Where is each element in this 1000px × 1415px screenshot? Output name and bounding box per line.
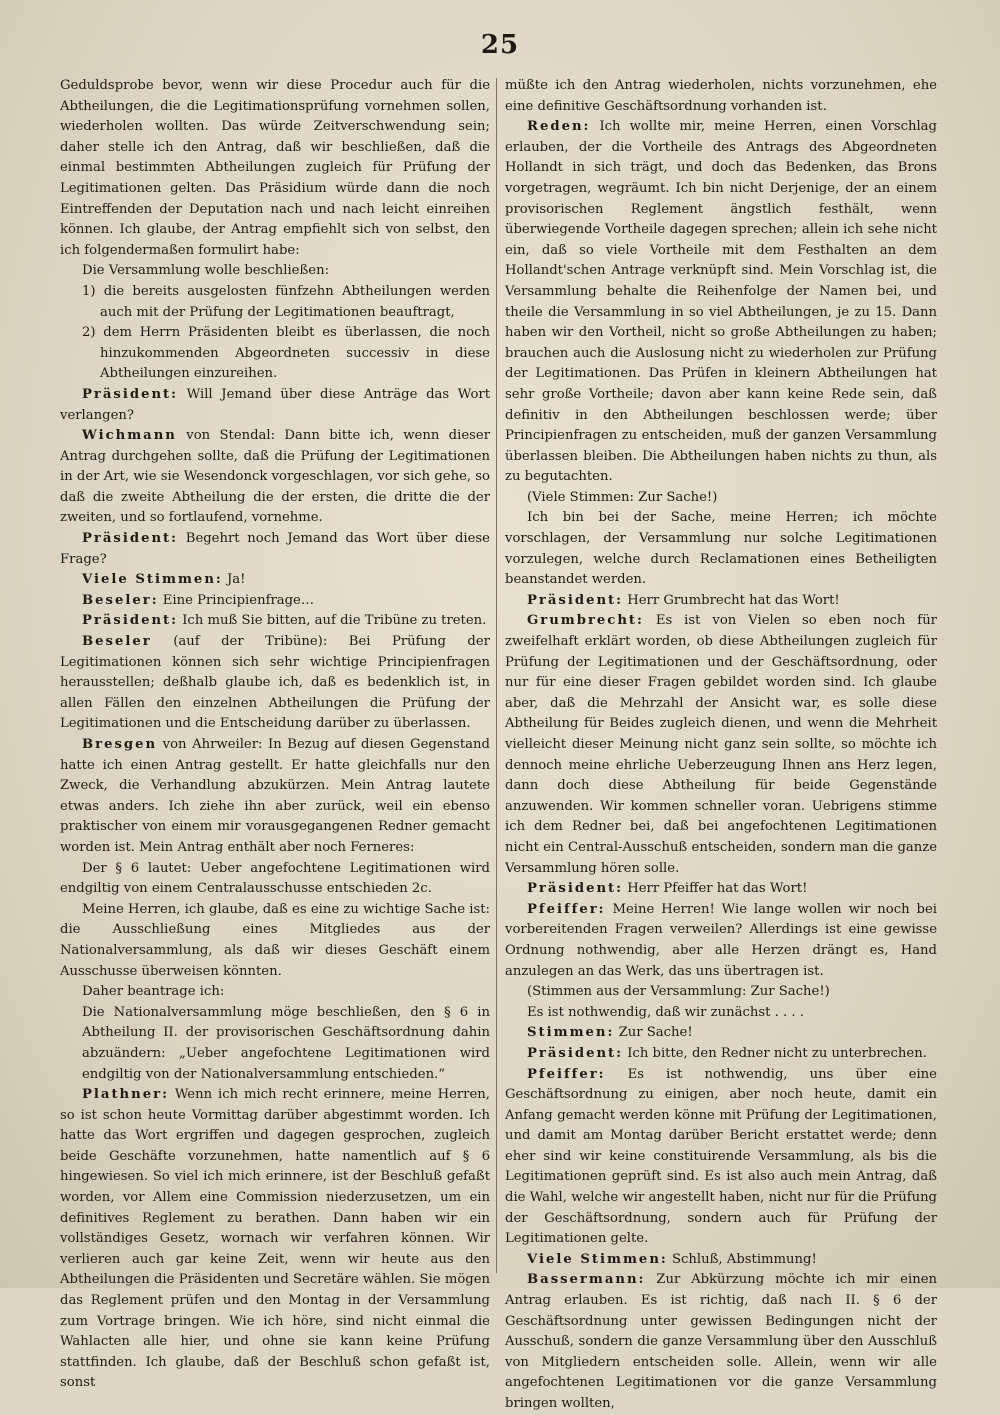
paragraph	[505, 76, 937, 117]
speaker-name: Wichmann	[82, 428, 177, 444]
paragraph	[60, 282, 490, 323]
paragraph-text: Es ist von Vielen so eben noch für zweifelhaft erklärt worden, ob diese Abtheilungen zugleich für Prüfung der Legitimationen und der Geschäftsordnung, oder nur für eine dieser Fragen gebildet worden sind. Ich glaube aber, daß die Mehrzahl der Ansicht war, es solle diese Abtheilung für Beides zugleich dienen, und wenn die Mehrheit vielleicht dieser Meinung nicht ganz sein sollte, so möchte ich dennoch meine ehrliche Ueberzeugung Ihnen ans Herz legen, dann doch diese Abtheilung für beide Gegenstände anzuwenden. Wir kommen schneller voran. Uebrigens stimme ich dem Redner bei, daß bei angefochtenen Legitimationen nicht ein Central-Ausschuß entscheiden, sondern man die ganze Versammlung hören solle.	[505, 613, 937, 876]
speaker-name: Bresgen	[82, 737, 158, 752]
paragraph-text: Meine Herren! Wie lange wollen wir noch bei vorbereitenden Fragen verweilen? Allerdings ist eine gewisse Ordnung nothwendig, aber alle Herzen drängt es, Hand anzulegen an das Werk, das uns übertragen ist.	[505, 901, 937, 979]
paragraph-text: Schluß, Abstimmung!	[671, 1251, 817, 1267]
speaker-name: Präsident:	[82, 531, 179, 547]
paragraph-text: Begehrt noch Jemand das Wort über diese Frage?	[60, 531, 490, 567]
paragraph-text: Ich muß Sie bitten, auf die Tribüne zu treten.	[182, 613, 487, 629]
paragraph	[505, 879, 937, 900]
paragraph	[505, 1003, 937, 1024]
paragraph-text: Ich bitte, den Redner nicht zu unterbrechen.	[627, 1045, 927, 1061]
paragraph	[505, 611, 937, 879]
paragraph	[60, 632, 490, 735]
paragraph	[505, 900, 937, 982]
paragraph	[505, 117, 937, 488]
paragraph-text: Geduldsprobe bevor, wenn wir diese Procedur auch für die Abtheilungen, die die Legitimationsprüfung vornehmen sollen, wiederholen wollten. Das würde Zeitverschwendung sein; daher stelle ich den Antrag, daß wir beschließen, daß die einmal bestimmten Abtheilungen zugleich für Prüfung der Legitimationen gelten. Das Präsidium würde dann die noch Eintreffenden der Deputation nach und nach leicht einreihen können. Ich glaube, der Antrag empfiehlt sich von selbst, den ich folgendermaßen formulirt habe:	[60, 78, 490, 258]
paragraph	[505, 488, 937, 509]
paragraph	[505, 508, 937, 590]
paragraph	[60, 323, 490, 385]
paragraph	[60, 611, 490, 632]
paragraph-text: Herr Pfeiffer hat das Wort!	[627, 881, 808, 897]
left-column	[60, 76, 490, 1391]
paragraph-text: 1) die bereits ausgelosten fünfzehn Abtheilungen werden auch mit der Prüfung der Legitimationen beauftragt,	[82, 283, 490, 320]
paragraph	[60, 426, 490, 529]
page-number: 25	[480, 30, 520, 60]
speaker-name: Viele Stimmen:	[527, 1251, 668, 1267]
paragraph	[60, 591, 490, 612]
paragraph	[60, 900, 490, 982]
paragraph	[60, 385, 490, 426]
paragraph	[505, 982, 937, 1003]
paragraph	[60, 570, 490, 591]
speaker-name: Pfeiffer:	[527, 901, 606, 917]
speaker-name: Beseler	[82, 634, 152, 650]
right-column	[505, 76, 937, 1411]
paragraph-text: Daher beantrage ich:	[82, 984, 225, 1000]
speaker-name: Stimmen:	[527, 1025, 615, 1041]
paragraph-text: Eine Principienfrage…	[162, 592, 315, 608]
paragraph	[60, 982, 490, 1003]
paragraph-text: Zur Sache!	[618, 1025, 693, 1041]
speaker-name: Viele Stimmen:	[82, 572, 223, 588]
paragraph-text: Die Nationalversammlung möge beschließen, den § 6 in Abtheilung II. der provisorischen Geschäftsordnung dahin abzuändern: „Ueber angefochtene Legitimationen wird endgiltig von der Nationalversammlung entschieden.“	[82, 1004, 490, 1082]
speaker-name: Beseler:	[82, 592, 159, 608]
speaker-name: Präsident:	[527, 881, 624, 897]
speaker-name: Grumbrecht:	[527, 613, 644, 629]
paragraph-text: Es ist nothwendig, daß wir zunächst . . . .	[527, 1004, 804, 1020]
speaker-name: Pfeiffer:	[527, 1066, 606, 1082]
paragraph-text: 2) dem Herrn Präsidenten bleibt es überlassen, die noch hinzukommenden Abgeordneten successiv in diese Abtheilungen einzureihen.	[82, 325, 490, 382]
speaker-name: Präsident:	[527, 1045, 624, 1061]
speaker-name: Präsident:	[82, 386, 179, 402]
paragraph-text: Der § 6 lautet: Ueber angefochtene Legitimationen wird endgiltig von einem Centralausschusse entschieden 2c.	[60, 860, 490, 897]
paragraph-text: müßte ich den Antrag wiederholen, nichts vorzunehmen, ehe eine definitive Geschäftsordnung vorhanden ist.	[505, 78, 937, 114]
paragraph-text: Ja!	[226, 572, 246, 588]
paragraph-text: von Ahrweiler: In Bezug auf diesen Gegenstand hatte ich einen Antrag gestellt. Er hatte gleichfalls nur den Zweck, die Verhandlung abzukürzen. Mein Antrag lautete etwas anders. Ich ziehe ihn aber zurück, weil ein ebenso praktischer von einem mir vorausgegangenen Redner gemacht worden ist. Mein Antrag enthält aber noch Ferneres:	[60, 737, 490, 855]
paragraph	[60, 261, 490, 282]
paragraph-text: Es ist nothwendig, uns über eine Geschäftsordnung zu einigen, aber noch heute, damit ein Anfang gemacht werden könne mit Prüfung der Legitimationen, und damit am Montag darüber Bericht erstattet werde; denn eher sind wir keine constituirende Versammlung, als bis die Legitimationen geprüft sind. Es ist also auch mein Antrag, daß die Wahl, welche wir angestellt haben, nicht nur für die Prüfung der Geschäftsordnung, sondern auch für Prüfung der Legitimationen gelte.	[505, 1066, 937, 1247]
paragraph	[60, 1003, 490, 1085]
speaker-name: Bassermann:	[527, 1272, 646, 1288]
paragraph	[505, 1270, 937, 1414]
speaker-name: Reden:	[527, 119, 591, 135]
paragraph-text: Zur Abkürzung möchte ich mir einen Antrag erlauben. Es ist richtig, daß nach II. § 6 der Geschäftsordnung unter gewissen Bedingungen nicht der Ausschuß, sondern die ganze Versammlung über den Ausschluß von Mitgliedern entscheiden solle. Allein, wenn wir alle angefochtenen Legitimationen vor die ganze Versammlung bringen wollten,	[505, 1272, 937, 1411]
paragraph-text: Herr Grumbrecht hat das Wort!	[627, 592, 840, 608]
paragraph	[505, 1065, 937, 1250]
paragraph-text: (auf der Tribüne): Bei Prüfung der Legitimationen können sich sehr wichtige Principienfragen herausstellen; deßhalb glaube ich, daß es bedenklich ist, in allen Fällen den einzelnen Abtheilungen die Prüfung der Legitimationen und die Entscheidung darüber zu überlassen.	[60, 634, 490, 732]
speaker-name: Plathner:	[82, 1087, 169, 1103]
paragraph-text: (Viele Stimmen: Zur Sache!)	[527, 489, 718, 505]
paragraph	[60, 76, 490, 261]
paragraph-text: (Stimmen aus der Versammlung: Zur Sache!)	[527, 984, 830, 1000]
paragraph	[60, 859, 490, 900]
paragraph	[505, 591, 937, 612]
paragraph-text: Ich wollte mir, meine Herren, einen Vorschlag erlauben, der die Vortheile des Antrags des Abgeordneten Hollandt in sich trägt, und doch das Bedenken, das Brons vorgetragen, wegräumt. Ich bin nicht Derjenige, der an einem provisorischen Reglement ängstlich festhält, wenn überwiegende Vortheile dagegen sprechen; allein ich sehe nicht ein, daß so viele Vortheile mit dem Festhalten an dem Hollandt'schen Antrage verknüpft sind. Mein Vorschlag ist, die Versammlung behalte die Reihenfolge der Namen bei, und theile die Versammlung in so viel Abtheilungen, je zu 15. Dann haben wir den Vortheil, nicht so große Abtheilungen zu haben; brauchen auch die Auslosung nicht zu wiederholen zur Prüfung der Legitimationen. Das Prüfen in kleinern Abtheilungen hat sehr große Vortheile; davon aber kann keine Rede sein, daß definitiv in den Abtheilungen beschlossen werde; über Principienfragen zu entscheiden, muß der ganzen Versammlung überlassen bleiben. Die Abtheilungen haben nichts zu thun, als zu begutachten.	[505, 119, 937, 485]
paragraph	[505, 1044, 937, 1065]
paragraph	[60, 529, 490, 570]
speaker-name: Präsident:	[527, 592, 624, 608]
column-divider	[496, 78, 497, 1273]
paragraph	[60, 735, 490, 859]
paragraph-text: Meine Herren, ich glaube, daß es eine zu wichtige Sache ist: die Ausschließung eines Mitgliedes aus der Nationalversammlung, als daß wir dieses Geschäft einem Ausschusse überweisen könnten.	[60, 901, 490, 979]
paragraph	[505, 1023, 937, 1044]
paragraph-text: Ich bin bei der Sache, meine Herren; ich möchte vorschlagen, der Versammlung nur solche Legitimationen vorzulegen, welche durch Reclamationen eines Betheiligten beanstandet werden.	[505, 510, 937, 588]
paragraph-text: Wenn ich mich recht erinnere, meine Herren, so ist schon heute Vormittag darüber abgestimmt worden. Ich hatte das Wort ergriffen und dagegen gesprochen, zugleich beide Geschäfte vorzunehmen, hatte namentlich auf § 6 hingewiesen. So viel ich mich erinnere, ist der Beschluß gefaßt worden, vor Allem eine Commission niederzusetzen, um ein definitives Reglement zu berathen. Dann haben wir ein vollständiges Gesetz, wornach wir verfahren können. Wir verlieren auch gar keine Zeit, wenn wir heute aus den Abtheilungen die Präsidenten und Secretäre wählen. Sie mögen das Reglement prüfen und den Montag in der Versammlung zum Vortrage bringen. Wie ich höre, sind nicht einmal die Wahlacten alle hier, und ohne sie kann keine Prüfung stattfinden. Ich glaube, daß der Beschluß schon gefaßt ist, sonst	[60, 1087, 490, 1391]
paragraph	[60, 1085, 490, 1394]
paragraph-text: Will Jemand über diese Anträge das Wort verlangen?	[60, 386, 490, 423]
paragraph-text: von Stendal: Dann bitte ich, wenn dieser Antrag durchgehen sollte, daß die Prüfung der Legitimationen in der Art, wie sie Wesendonck vorgeschlagen, vor sich gehe, so daß die zweite Abtheilung die der ersten, die dritte die der zweiten, und so fortlaufend, vornehme.	[60, 428, 490, 526]
paragraph-text: Die Versammlung wolle beschließen:	[82, 263, 330, 279]
paragraph	[505, 1250, 937, 1271]
speaker-name: Präsident:	[82, 613, 179, 629]
